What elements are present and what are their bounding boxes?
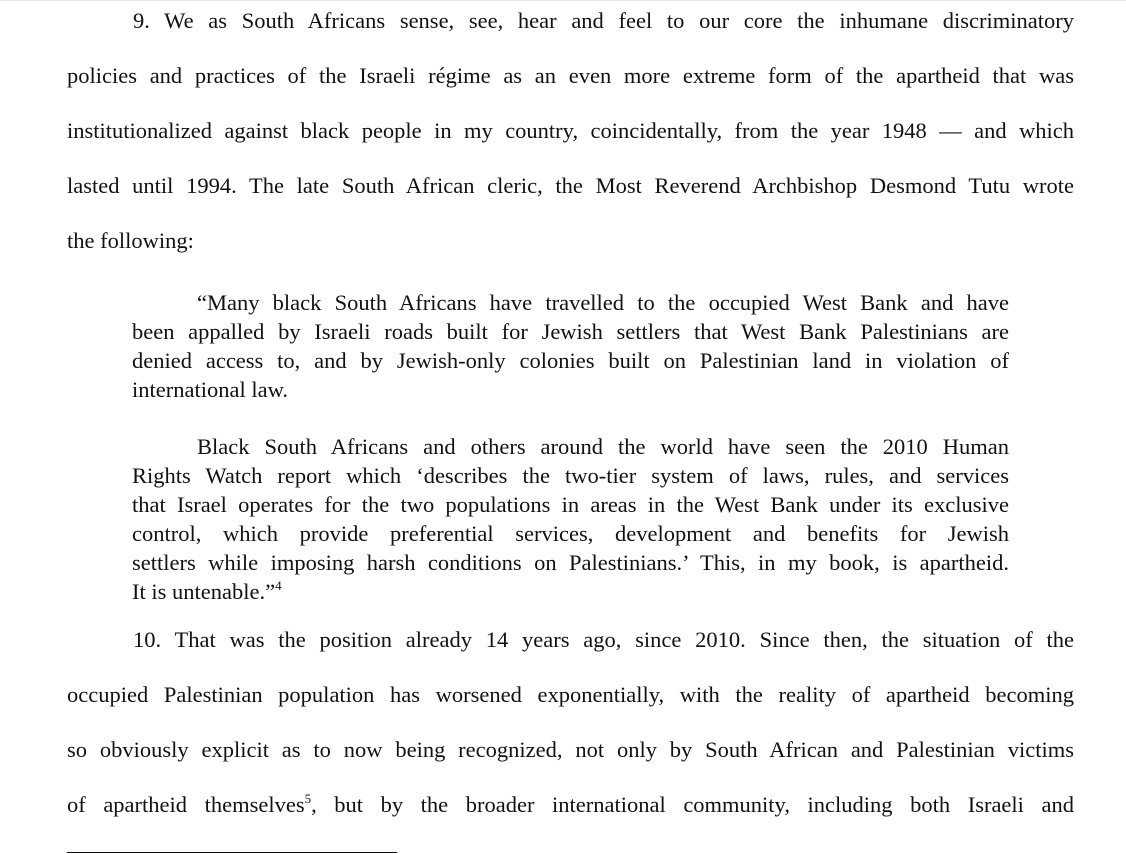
paragraph-9-line-5: the following: [67, 228, 194, 253]
quote-p2-line-2: Rights Watch report which ‘describes the two-tier system of laws, rules, and services [132, 463, 1009, 488]
page-top-edge [0, 0, 1126, 1]
quote-p2-line-5: settlers while imposing harsh conditions on Palestinians.’ This, in my book, is apartheid. [132, 550, 1009, 575]
paragraph-9-line-3: institutionalized against black people in my country, coincidentally, from the year 1948 — and which [67, 118, 1074, 143]
paragraph-9-line-2: policies and practices of the Israeli régime as an even more extreme form of the apartheid that was [67, 63, 1074, 88]
paragraph-10-line-1: 10. That was the position already 14 years ago, since 2010. Since then, the situation of the [133, 627, 1074, 652]
quote-p2-line-4: control, which provide preferential services, development and benefits for Jewish [132, 521, 1009, 546]
paragraph-10-line-4 [67, 791, 1074, 819]
quote-p2-line-1: Black South Africans and others around the world have seen the 2010 Human [197, 434, 1009, 459]
footnote-ref-4[interactable]: 4 [275, 577, 282, 593]
quote-p1-line-1: “Many black South Africans have travelled to the occupied West Bank and have [197, 290, 1009, 315]
paragraph-10-line-3: so obviously explicit as to now being recognized, not only by South African and Palestinian victims [67, 737, 1074, 762]
quote-p2-line-6 [132, 577, 1009, 606]
quote-p1-line-3: denied access to, and by Jewish-only colonies built on Palestinian land in violation of [132, 348, 1009, 373]
quote-p2-line-3: that Israel operates for the two populations in areas in the West Bank under its exclusive [132, 492, 1009, 517]
paragraph-10-line-2: occupied Palestinian population has worsened exponentially, with the reality of apartheid becoming [67, 682, 1074, 707]
paragraph-10-line-4-start: of apartheid themselves [67, 792, 305, 817]
paragraph-9-line-1: 9. We as South Africans sense, see, hear and feel to our core the inhumane discriminatory [133, 8, 1074, 33]
quote-p1-line-2: been appalled by Israeli roads built for Jewish settlers that West Bank Palestinians are [132, 319, 1009, 344]
quote-p2-line-6-text: It is untenable.” [132, 579, 276, 604]
quote-p1-line-4: international law. [132, 377, 288, 402]
footnote-ref-5[interactable]: 5 [304, 790, 312, 806]
paragraph-9-line-4: lasted until 1994. The late South African cleric, the Most Reverend Archbishop Desmond Tutu wrote [67, 173, 1074, 198]
paragraph-10-line-4-end: , but by the broader international community, including both Israeli and [311, 792, 1074, 817]
footnote-separator [67, 852, 397, 853]
